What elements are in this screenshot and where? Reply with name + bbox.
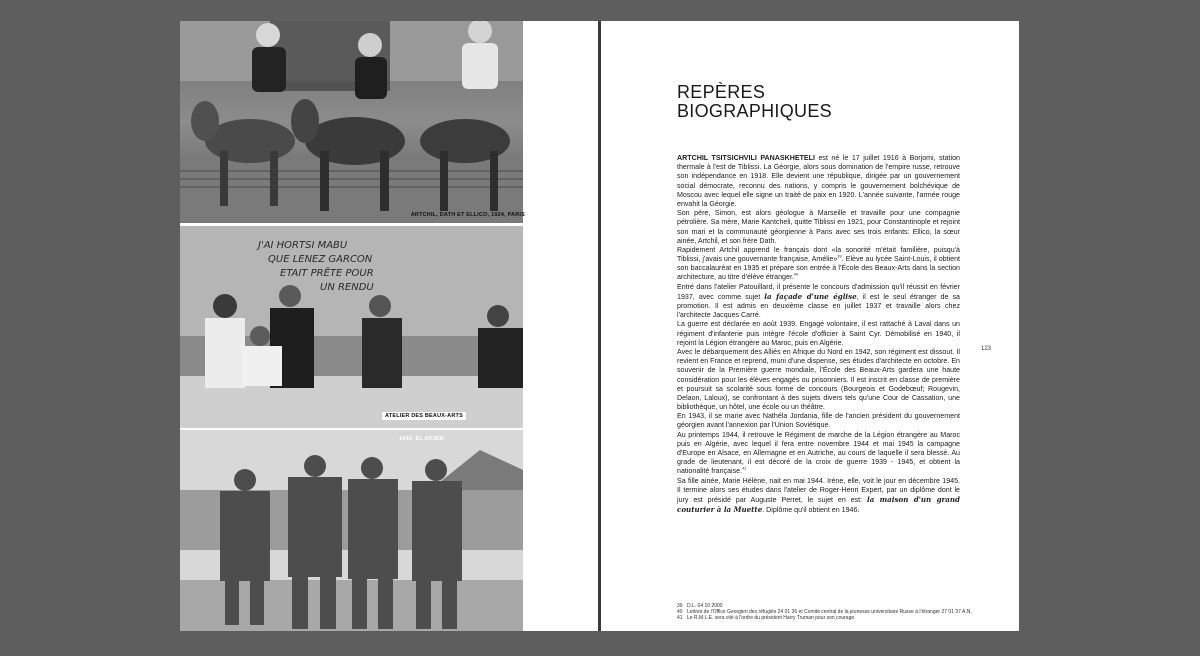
paragraph-9-text-a: Sa fille ainée, Marie Hélène, nait en mai 1944. Irène, elle, voit le jour en décembre 1945. Il termine alors ses études dans l'atelier de Roger-Henri Expert, par un diplôme dont le jury est présidé par Auguste Perret, le sujet en est:: [677, 476, 960, 504]
paragraph-5: La guerre est déclarée en août 1939. Engagé volontaire, il est rattaché à Laval dans un régiment d'infanterie puis intègre l'école d'officier à Saint Cyr. Démobilisé en 1940, il rejoint la Légion étrangère au Maroc, puis en Algérie.: [677, 320, 960, 347]
paragraph-3-text-b: . Elève au lycée Saint-Louis, il obtient son baccalauréat en 1935 et prépare son entrée à l'École des Beaux-Arts dans la section architecture, au titre d'élève étranger.: [677, 255, 961, 282]
footnotes: [677, 603, 977, 622]
footnote-ref-40: 40: [793, 272, 799, 278]
paragraph-4-text-a: Entré dans l'atelier Patouillard, il présente le concours d'admission qu'il réussit en février 1937, avec comme sujet: [677, 282, 960, 301]
photo-atelier-beaux-arts: [180, 226, 523, 428]
subject-name: ARTCHIL TSITSICHVILI PANASKHETELI: [677, 154, 815, 162]
paragraph-9-emphasis: la maison d'un grand couturier à la Muette: [677, 494, 960, 515]
paragraph-7: En 1943, il se marie avec Nathéla Jordania, fille de l'ancien président du gouvernement géorgien avant l'annexion par l'Union Soviétique.: [677, 412, 960, 430]
wall-inscription-line-4: UN RENDU: [320, 282, 374, 293]
paragraph-6: Avec le débarquement des Alliés en Afrique du Nord en 1942, son régiment est dissout. Il revient en France et reprend, muni d'une dispense, ses études d'architecte en octobre. En souvenir de la Première guerre mondiale, l'École des Beaux-Arts gardera une haute considération pour les élèves engagés ou prisonniers. Il est inscrit en classe de première et poursuit sa scolarité sous forme de concours (Bourgeois et Godebœuf; Rougevin, Delaon, Laloux), se confrontant à des sujets divers tels qu'une Cour de Cassation, une bibliothèque, un hôtel, une école ou un théâtre.: [677, 347, 960, 412]
paragraph-8-text: Au printemps 1944, il retrouve le Régiment de marche de la Légion étrangère au Maroc puis en Algérie, avec lequel il fera entre novembre 1944 et mai 1945 la campagne d'Europe en Alsace, en Allemagne et en Autriche, au cours de laquelle il sera blessé. Au grade de lieutenant, il est décoré de la croix de guerre 1939 - 1945, et obtient la nationalité française.: [677, 430, 960, 476]
footnote-number: 39: [677, 603, 683, 609]
photo-legion-officers: [180, 430, 523, 631]
footnote-number: 41: [677, 615, 683, 622]
paragraph-1: [677, 154, 960, 209]
footnote-number: 40: [677, 609, 683, 616]
paragraph-3: [677, 246, 960, 283]
title-line-1: REPÈRES: [677, 82, 766, 102]
footnote: [677, 615, 977, 621]
photo-caption-2: ATELIER DES BEAUX-ARTS: [382, 412, 466, 420]
biography-text: [677, 154, 960, 515]
photo-caption-1: ARTCHIL, DATH ET ELLICO, 1924, PARIS: [410, 212, 525, 218]
photo-children-on-donkeys: [180, 21, 523, 223]
footnote-text: D.L. 04 10 2000: [687, 603, 723, 609]
photo-caption-3: 1945, EL ADJEB: [399, 436, 444, 442]
paragraph-9-text-b: . Diplôme qu'il obtient en 1946.: [762, 506, 860, 515]
right-page: [601, 21, 1019, 631]
wall-inscription-line-1: J'AI HORTSI MABU: [258, 240, 348, 251]
paragraph-8: [677, 431, 960, 477]
page-number: 123: [981, 346, 992, 352]
paragraph-4-emphasis: la façade d'une église: [764, 291, 857, 301]
left-page: [180, 21, 598, 631]
paragraph-9: [677, 477, 960, 516]
paragraph-1-text: est né le 17 juillet 1916 à Borjomi, station thermale à l'est de Tiblissi. La Géorgie, alors sous domination de l'empire russe, retrouve son indépendance en 1918. Elle devient une république, dirigée par un gouvernement social démocrate, reconnu des nations, y compris le gouvernement bolchévique de Moscou avec lequel elle signe un traité de paix en 1920. L'année suivante, l'armée rouge envahit la Géorgie.: [677, 154, 960, 208]
page-title: [677, 83, 832, 121]
paragraph-4: [677, 283, 960, 321]
wall-inscription-line-3: ETAIT PRÊTE POUR: [280, 268, 374, 279]
wall-inscription-line-2: QUE LENEZ GARCON: [268, 254, 373, 265]
paragraph-3-text-a: Rapidement Artchil apprend le français dont «la sonorité m'était familière, puisqu'à Tiblissi, j'avais une gouvernante française, Amélie»: [677, 245, 960, 264]
paragraph-4-text-b: , il est le seul étranger de sa promotion. Il est admis en deuxième classe en juillet 1937 et travaille alors chez l'architecte Jacques Carré.: [677, 292, 960, 320]
paragraph-2: Son père, Simon, est alors géologue à Marseille et travaille pour une compagnie pétrolière. Sa mère, Marie Kantcheli, quitte Tiblissi en 1921, pour Constantinople et rejoint son mari et la communauté géorgienne à Paris avec ses trois enfants: Ellico, la sœur ainée, Artchil, et son frère Dath.: [677, 209, 960, 245]
footnote-ref-39: 39: [837, 253, 842, 259]
title-line-2: BIOGRAPHIQUES: [677, 101, 832, 121]
footnote-ref-41: 41: [742, 466, 747, 472]
footnote-text: Lettres de l'Office Georgien des réfugiés 24 01 36 et Comité central de la jeunesse universitaire Russe à l'étranger 27 01 37 A.N.: [687, 609, 972, 616]
footnote-text: Le R.M.L.E. sera cité à l'ordre du président Harry Truman pour son courage.: [687, 615, 856, 622]
